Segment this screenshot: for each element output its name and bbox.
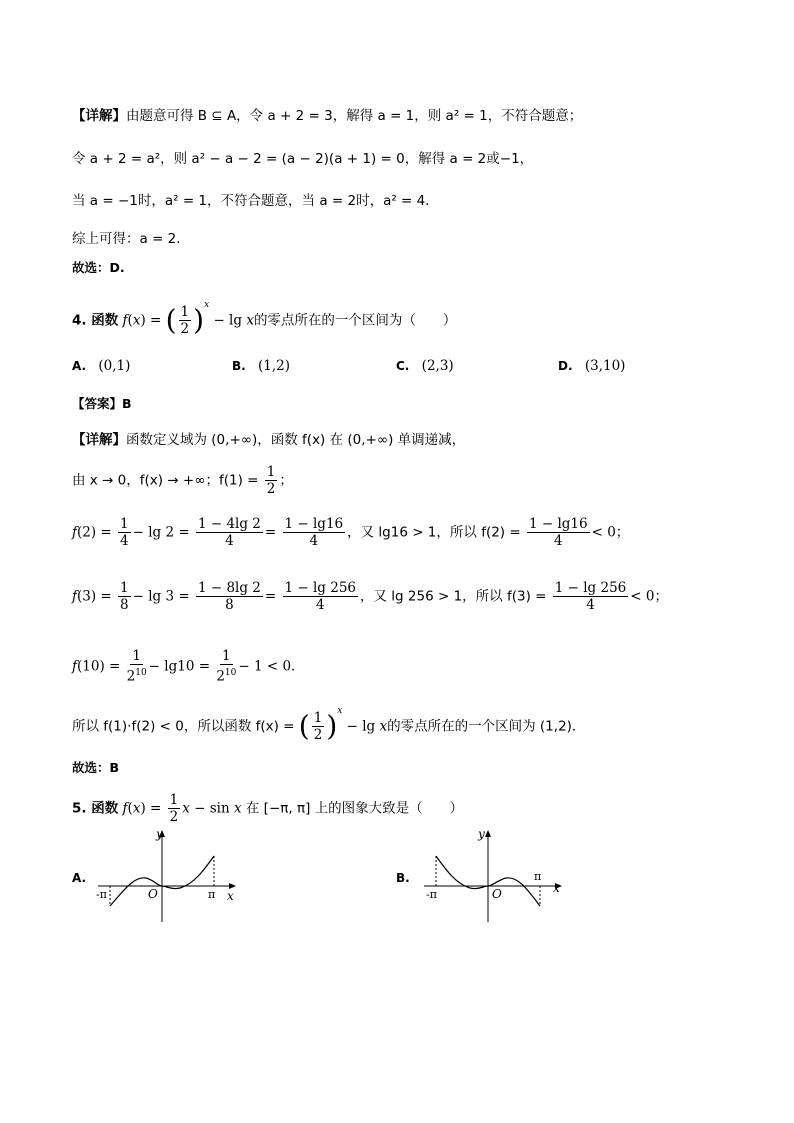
option-label: C. bbox=[396, 359, 410, 373]
q4-stem-prefix: 4. 函数 bbox=[72, 312, 119, 329]
q4-answer: 【答案】B bbox=[72, 396, 132, 411]
option-value: (2,3) bbox=[421, 358, 454, 374]
q4-detail4-text: ，又 lg 256 > 1，所以 f(3) = bbox=[360, 588, 547, 605]
q3-line1-text: 由题意可得 B ⊆ A，令 a + 2 = 3，解得 a = 1，则 a² = 1，不符合题意； bbox=[126, 108, 583, 124]
q4-option-c[interactable] bbox=[396, 356, 454, 376]
q3-detail-line2: 令 a + 2 = a²，则 a² − a − 2 = (a − 2)(a + 1) = 0，解得 a = 2或−1， bbox=[72, 151, 534, 167]
option-label: D. bbox=[558, 359, 573, 373]
q5-stem-suffix: 在 [−π, π] 上的图象大致是（ ） bbox=[245, 800, 464, 817]
neg-pi-label: -π bbox=[426, 888, 437, 901]
pi-label: π bbox=[208, 888, 216, 901]
q3-answer-line: 故选：D. bbox=[72, 260, 125, 275]
origin-label: O bbox=[148, 887, 158, 901]
q4-detail-line1 bbox=[72, 430, 465, 450]
pi-label: π bbox=[534, 870, 542, 883]
neg-pi-label: -π bbox=[96, 888, 107, 901]
q3-detail-line3: 当 a = −1时，a² = 1，不符合题意，当 a = 2时，a² = 4． bbox=[72, 193, 439, 209]
q3-detail-line1 bbox=[72, 106, 582, 126]
q4-detail-line6: 所以 f(1)·f(2) < 0，所以函数 f(x) = ( $\frac{1}{2}$ )$^x$ − lg x的零点所在的一个区间为 (1,2)． bbox=[72, 706, 586, 743]
q5-option-b-graph[interactable] bbox=[420, 826, 566, 924]
q4-detail-line3: f(2) = $\frac{1}{4}$ − lg 2 = $\frac{1 - 4\lg 2}{4}$ = $\frac{1 - \lg 16}{4}$ ，又 lg16 > 1，所以 f(2) = $\frac{1 - \lg 16}{4}$ < 0； bbox=[72, 516, 630, 549]
option-value: (1,2) bbox=[258, 358, 291, 374]
q5-option-a-graph[interactable] bbox=[94, 826, 240, 924]
detail-tag: 【详解】 bbox=[72, 432, 126, 448]
q4-detail-line2: 由 x → 0，f(x) → +∞；f(1) = $\frac{1}{2}$ ； bbox=[72, 464, 293, 497]
detail-tag: 【详解】 bbox=[72, 108, 126, 124]
q4-option-d[interactable] bbox=[558, 356, 625, 376]
q4-detail-line4: f(3) = $\frac{1}{8}$ − lg 3 = $\frac{1 - 8\lg 2}{8}$ = $\frac{1 - \lg 256}{4}$ ，又 lg 256 > 1，所以 f(3) = $\frac{1 - \lg 256}{4}$ < 0； bbox=[72, 580, 668, 613]
q5-stem-prefix: 5. 函数 bbox=[72, 800, 119, 817]
option-label: A. bbox=[72, 359, 87, 373]
q4-detail6-text-a: 所以 f(1)·f(2) < 0，所以函数 f(x) = bbox=[72, 718, 295, 735]
y-axis-label: y bbox=[156, 827, 163, 841]
q4-answer-line: 故选：B bbox=[72, 760, 120, 775]
origin-label: O bbox=[492, 887, 502, 901]
q4-detail-line5: f(10) = $\frac{1}{2^{10}}$ − lg10 = $\frac{1}{2^{10}}$ − 1 < 0． bbox=[72, 648, 305, 685]
q3-detail-line4: 综上可得：a = 2． bbox=[72, 231, 190, 247]
q4-stem-suffix: 的零点所在的一个区间为（ ） bbox=[253, 312, 457, 329]
q4-stem: 4. 函数 f(x) = ( $\frac{1}{2}$ )$^x$ − lg x的零点所在的一个区间为（ ） bbox=[72, 300, 457, 337]
q5-option-b-label[interactable]: B. bbox=[396, 871, 410, 885]
y-axis-label: y bbox=[478, 827, 485, 841]
q4-option-b[interactable] bbox=[232, 356, 290, 376]
q5-option-a-label[interactable]: A. bbox=[72, 871, 87, 885]
q4-detail2-text: 由 x → 0，f(x) → +∞；f(1) = bbox=[72, 472, 259, 489]
option-value: (0,1) bbox=[98, 358, 131, 374]
option-value: (3,10) bbox=[584, 358, 626, 374]
q4-detail6-text-b: 的零点所在的一个区间为 (1,2)． bbox=[387, 718, 586, 735]
q4-detail3-text: ，又 lg16 > 1，所以 f(2) = bbox=[347, 524, 521, 541]
x-axis-label: x bbox=[553, 881, 560, 895]
x-axis-label: x bbox=[227, 889, 234, 903]
option-label: B. bbox=[232, 359, 246, 373]
q4-detail1-text: 函数定义域为 (0,+∞)，函数 f(x) 在 (0,+∞) 单调递减， bbox=[126, 432, 466, 448]
q4-option-a[interactable] bbox=[72, 356, 130, 376]
q5-stem: 5. 函数 f(x) = $\frac{1}{2}$ x − sin x 在 [−π, π] 上的图象大致是（ ） bbox=[72, 792, 464, 825]
